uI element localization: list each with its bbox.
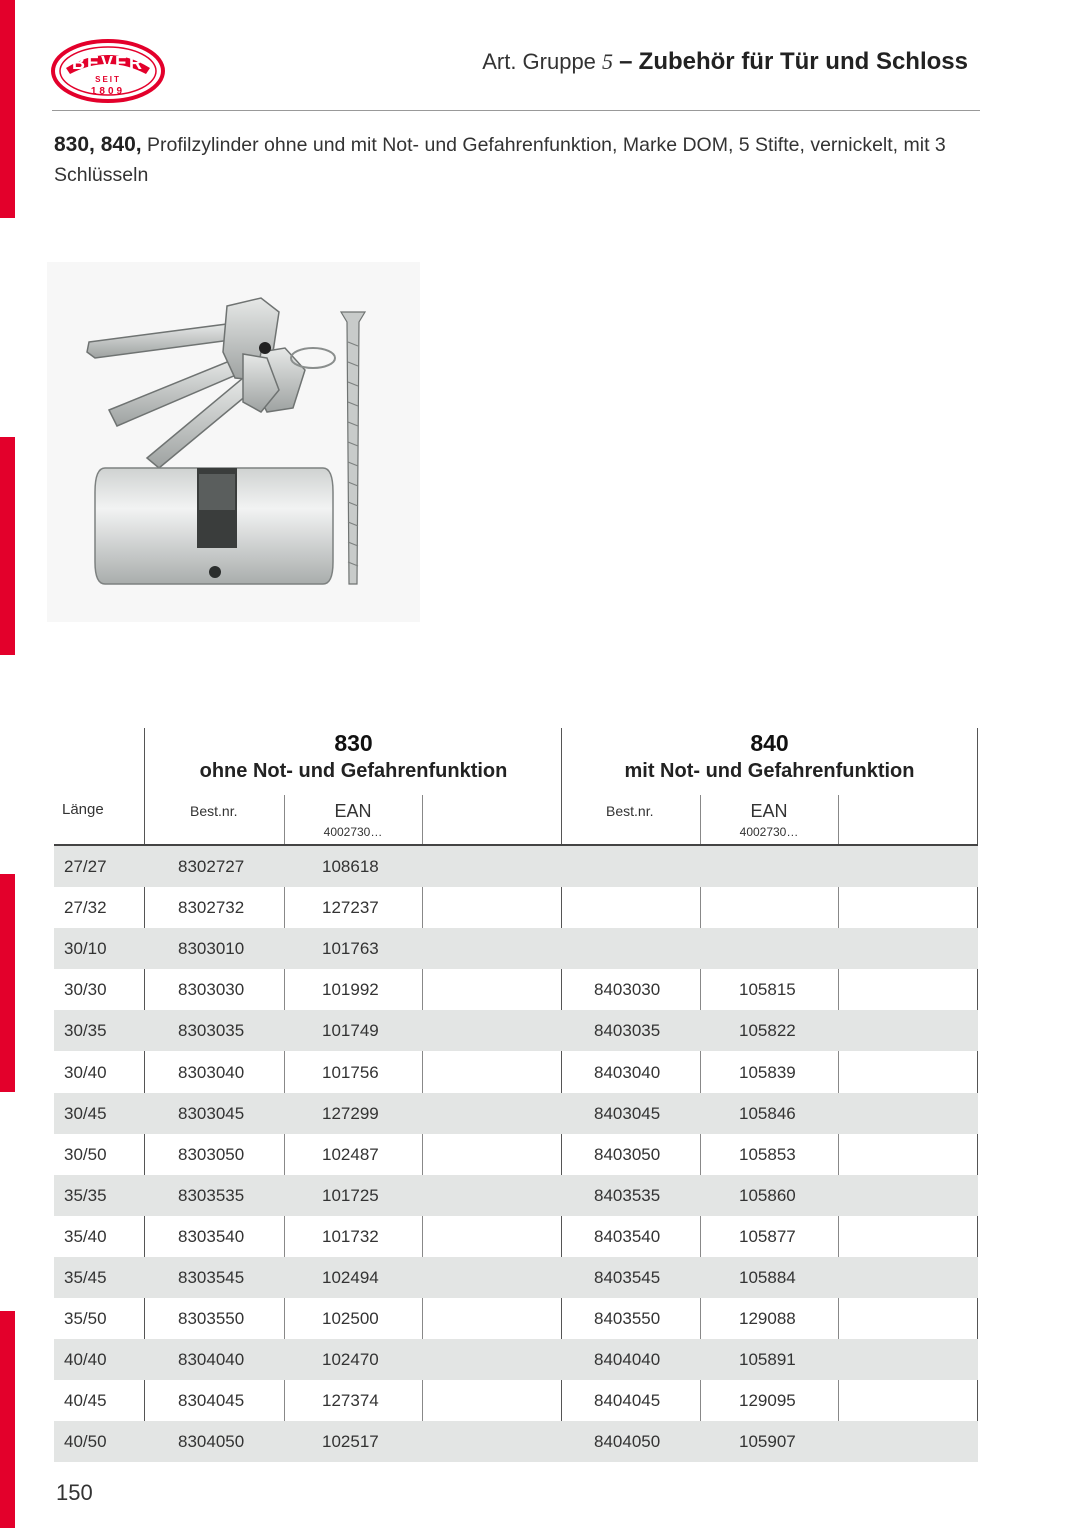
cell-order-840: 8403545 — [594, 1268, 661, 1287]
table-row — [54, 1010, 978, 1051]
cell-ean-830: 101763 — [322, 939, 379, 959]
cell-ean-840: 129088 — [739, 1309, 796, 1329]
cell-length: 40/50 — [64, 1432, 107, 1452]
table-row — [54, 928, 978, 969]
cell-length: 27/27 — [64, 857, 107, 876]
table-row — [54, 887, 978, 928]
cell-length: 35/35 — [64, 1185, 107, 1205]
cell-ean-840: 105891 — [739, 1350, 796, 1370]
svg-text:BEVER: BEVER — [71, 53, 145, 73]
product-description — [54, 130, 984, 190]
cell-ean-840: 105907 — [739, 1432, 796, 1452]
cell-order-840: 8404050 — [594, 1432, 661, 1452]
cell-ean-830: 101725 — [322, 1185, 379, 1205]
cell-ean-830: 102500 — [322, 1309, 379, 1329]
cell-ean-830: 108618 — [322, 857, 379, 876]
table-row — [54, 1298, 978, 1339]
column-header-ean-840: EAN — [750, 801, 788, 821]
cell-order-840: 8403040 — [594, 1062, 661, 1082]
table-row — [54, 1093, 978, 1134]
cell-order-840: 8403045 — [594, 1103, 661, 1123]
cell-order-830: 8302727 — [178, 857, 245, 876]
header-dash: – — [619, 48, 633, 75]
column-header-ean-830: EAN — [334, 801, 372, 821]
cell-ean-830: 127374 — [322, 1391, 379, 1411]
cell-ean-830: 101992 — [322, 980, 379, 1000]
product-codes: 830, 840, — [54, 133, 142, 156]
group-830-number: 830 — [334, 730, 373, 756]
cell-order-830: 8303535 — [178, 1185, 245, 1205]
cell-ean-830: 127237 — [322, 898, 379, 918]
cell-length: 35/45 — [64, 1268, 107, 1287]
cell-length: 35/50 — [64, 1309, 107, 1329]
page-number: 150 — [56, 1480, 93, 1505]
cell-ean-830: 102487 — [322, 1144, 379, 1164]
cell-length: 35/40 — [64, 1226, 107, 1246]
cell-order-830: 8303010 — [178, 939, 245, 959]
cell-length: 30/30 — [64, 980, 107, 1000]
cell-ean-830: 127299 — [322, 1103, 379, 1123]
cell-ean-830: 102494 — [322, 1268, 379, 1287]
cell-length: 40/40 — [64, 1350, 107, 1370]
bever-logo — [50, 38, 166, 104]
cell-order-840: 8403030 — [594, 980, 661, 1000]
table-row — [54, 1339, 978, 1380]
svg-text:1809: 1809 — [90, 86, 126, 97]
cell-order-830: 8302732 — [178, 898, 245, 918]
margin-bar — [0, 1311, 15, 1528]
group-840-number: 840 — [750, 730, 789, 756]
group-830-subtitle: ohne Not- und Gefahrenfunktion — [199, 760, 508, 782]
cell-order-830: 8303030 — [178, 980, 245, 1000]
group-840-subtitle: mit Not- und Gefahrenfunktion — [624, 760, 915, 782]
cell-order-840: 8404045 — [594, 1391, 661, 1411]
cell-order-840: 8403035 — [594, 1021, 661, 1041]
cell-ean-840: 105884 — [739, 1268, 796, 1287]
cell-order-830: 8303035 — [178, 1021, 245, 1041]
cell-length: 30/40 — [64, 1062, 107, 1082]
cell-ean-830: 102517 — [322, 1432, 379, 1452]
table-row — [54, 969, 978, 1010]
cell-ean-840: 105846 — [739, 1103, 796, 1123]
cell-order-840: 8404040 — [594, 1350, 661, 1370]
cell-order-830: 8304050 — [178, 1432, 245, 1452]
table-row — [54, 1175, 978, 1216]
header-title: Zubehör für Tür und Schloss — [638, 48, 968, 75]
cell-ean-840: 105839 — [739, 1062, 796, 1082]
cell-length: 27/32 — [64, 898, 107, 918]
cell-order-840: 8403540 — [594, 1226, 661, 1246]
cell-ean-830: 101732 — [322, 1226, 379, 1246]
margin-bar — [0, 437, 15, 655]
cell-order-830: 8303540 — [178, 1226, 245, 1246]
cell-order-830: 8304045 — [178, 1391, 245, 1411]
cell-ean-830: 102470 — [322, 1350, 379, 1370]
cell-ean-840: 105860 — [739, 1185, 796, 1205]
table-row — [54, 1257, 978, 1298]
cell-ean-840: 105822 — [739, 1021, 796, 1041]
header-prefix: Art. Gruppe — [482, 49, 596, 74]
cell-length: 30/50 — [64, 1144, 107, 1164]
column-header-order-840: Best.nr. — [606, 803, 654, 819]
cell-order-840: 8403550 — [594, 1309, 661, 1329]
column-header-order-830: Best.nr. — [190, 803, 238, 819]
margin-bar — [0, 874, 15, 1092]
cell-order-830: 8303545 — [178, 1268, 245, 1287]
cell-order-830: 8303550 — [178, 1309, 245, 1329]
ean-prefix-830: 4002730… — [323, 825, 383, 839]
table-row — [54, 1421, 978, 1462]
ean-prefix-840: 4002730… — [739, 825, 799, 839]
cell-length: 30/35 — [64, 1021, 107, 1041]
cell-length: 30/10 — [64, 939, 107, 959]
cell-length: 30/45 — [64, 1103, 107, 1123]
cell-ean-840: 105815 — [739, 980, 796, 1000]
cell-length: 40/45 — [64, 1391, 107, 1411]
header-group-number: 5 — [602, 49, 614, 74]
margin-bar — [0, 0, 15, 218]
cell-order-830: 8303040 — [178, 1062, 245, 1082]
cell-order-830: 8303045 — [178, 1103, 245, 1123]
table-row — [54, 1216, 978, 1257]
cell-order-840: 8403535 — [594, 1185, 661, 1205]
table-row — [54, 846, 978, 887]
column-header-length: Länge — [62, 801, 104, 818]
header-divider — [52, 110, 980, 111]
table-row — [54, 1380, 978, 1421]
svg-text:SEIT: SEIT — [95, 75, 121, 84]
cell-ean-840: 105853 — [739, 1144, 796, 1164]
description-text: Profilzylinder ohne und mit Not- und Gefahrenfunktion, Marke DOM, 5 Stifte, vernickelt, mit 3 Schlüsseln — [54, 134, 946, 186]
cell-order-840: 8403050 — [594, 1144, 661, 1164]
page-header — [482, 48, 968, 76]
product-photo — [47, 262, 420, 622]
cell-ean-830: 101749 — [322, 1021, 379, 1041]
cell-ean-840: 129095 — [739, 1391, 796, 1411]
cell-ean-830: 101756 — [322, 1062, 379, 1082]
cell-ean-840: 105877 — [739, 1226, 796, 1246]
table-row — [54, 1052, 978, 1093]
table-row — [54, 1134, 978, 1175]
cell-order-830: 8304040 — [178, 1350, 245, 1370]
cell-order-830: 8303050 — [178, 1144, 245, 1164]
